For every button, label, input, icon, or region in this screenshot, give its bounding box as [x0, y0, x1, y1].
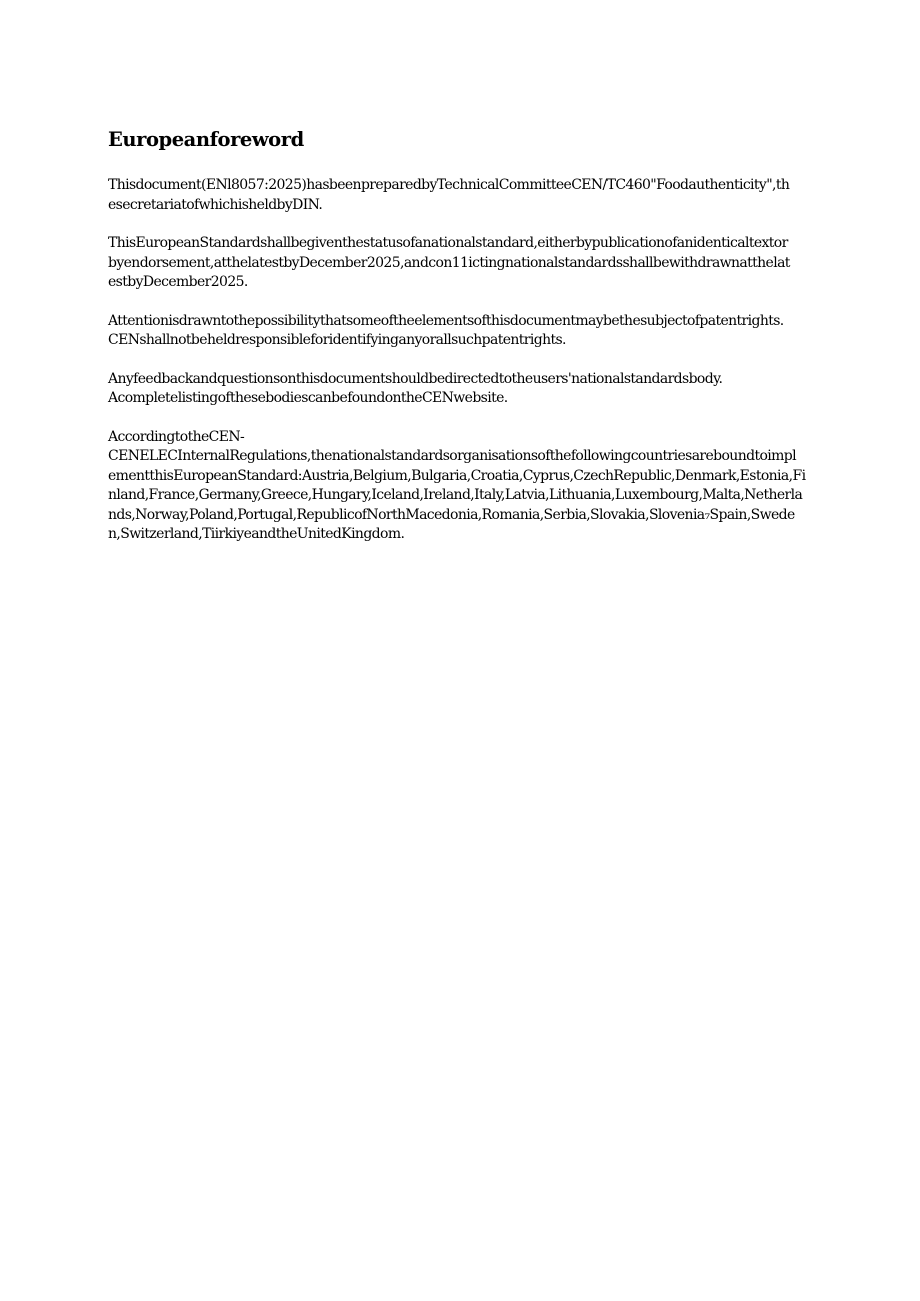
paragraph-line: nland,France,Germany,Greece,Hungary,Iceland,Ireland,Italy,Latvia,Lithuania,Luxembourg,Malta,Netherla	[108, 487, 803, 503]
paragraph-patent-rights	[108, 312, 872, 351]
section-heading: Europeanforeword	[108, 128, 304, 151]
paragraph-line: CENELECInternalRegulations,thenationalstandardsorganisationsofthefollowingcountriesareboundtoimpl	[108, 448, 796, 464]
paragraph-line: nds,Norway,Poland,Portugal,RepublicofNorthMacedonia,Romania,Serbia,Slovakia,Slovenia₇Spain,Swede	[108, 506, 795, 523]
paragraph-line: AcompletelistingofthesebodiescanbefoundontheCENwebsite.	[108, 390, 508, 406]
paragraph-line: Attentionisdrawntothepossibilitythatsomeoftheelementsofthisdocumentmaybethesubjectofpatentrights.	[108, 312, 784, 329]
paragraph-feedback	[108, 370, 872, 409]
paragraph-line: estbyDecember2025.	[108, 274, 248, 290]
paragraph-line: ementthisEuropeanStandard:Austria,Belgium,Bulgaria,Croatia,Cyprus,CzechRepublic,Denmark,Estonia,Fi	[108, 467, 806, 484]
paragraph-national-status	[108, 234, 872, 293]
document-page	[108, 126, 872, 564]
paragraph-line: ThisEuropeanStandardshallbegiventhestatusofanationalstandard,eitherbypublicationofanidenticaltextor	[108, 235, 788, 251]
paragraph-line: CENshallnotbeheldresponsibleforidentifyinganyorallsuchpatentrights.	[108, 332, 566, 348]
paragraph-line: Anyfeedbackandquestionsonthisdocumentshouldbedirectedtotheusers'nationalstandardsbody.	[108, 370, 723, 387]
paragraph-countries	[108, 428, 872, 545]
paragraph-line: byendorsement,atthelatestbyDecember2025,andcon11ictingnationalstandardsshallbewithdrawnatthelat	[108, 254, 790, 271]
paragraph-line: esecretariatofwhichisheldbyDIN.	[108, 196, 323, 213]
paragraph-line: AccordingtotheCEN-	[108, 428, 245, 445]
paragraph-prepared-by	[108, 176, 872, 215]
paragraph-line: n,Switzerland,TiirkiyeandtheUnitedKingdom.	[108, 526, 405, 542]
paragraph-line: Thisdocument(ENl8057:2025)hasbeenpreparedbyTechnicalCommitteeCEN/TC460"Foodauthenticity",th	[108, 177, 790, 193]
